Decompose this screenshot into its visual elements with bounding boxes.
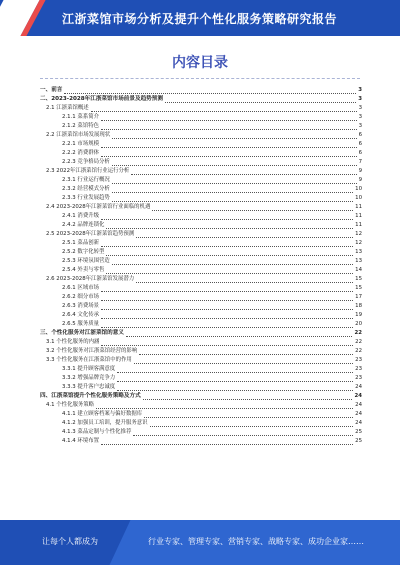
toc-entry-label: 2.2.2 消费群体 <box>62 150 99 156</box>
toc-leader-dots <box>106 249 353 256</box>
toc-entry-page: 22 <box>354 330 362 336</box>
toc-leader-dots <box>101 141 357 148</box>
toc-leader-dots <box>101 114 357 121</box>
toc-entry-page: 23 <box>355 375 362 381</box>
toc-entry[interactable] <box>40 284 362 293</box>
table-of-contents <box>40 86 362 446</box>
toc-entry-page: 15 <box>355 276 362 282</box>
toc-entry-label: 2.3.1 行业运行概况 <box>62 177 110 183</box>
toc-entry-label: 三、个性化服务对江浙菜馆的意义 <box>40 330 124 336</box>
toc-leader-dots <box>112 159 357 166</box>
toc-entry-label: 4.1 个性化服务策略 <box>46 402 95 408</box>
toc-entry-label: 2.1 江浙菜馆概述 <box>46 105 89 111</box>
toc-entry-page: 3 <box>358 123 362 129</box>
toc-leader-dots <box>101 321 353 328</box>
toc-entry-label: 2.6.5 服务质量 <box>62 321 99 327</box>
toc-entry-page: 23 <box>355 366 362 372</box>
toc-entry-label: 3.3.2 增强品牌竞争力 <box>62 375 116 381</box>
toc-entry-label: 2.2.3 竞争格局分析 <box>62 159 110 165</box>
toc-entry-page: 17 <box>355 294 362 300</box>
toc-entry-label: 2.4.1 消费升级 <box>62 213 99 219</box>
toc-entry-page: 15 <box>355 285 362 291</box>
toc-entry[interactable] <box>40 158 362 167</box>
toc-entry-label: 2.4.2 品牌连锁化 <box>62 222 105 228</box>
toc-entry-label: 2.3.3 行业发展趋势 <box>62 195 110 201</box>
toc-entry-page: 6 <box>358 132 362 138</box>
toc-leader-dots <box>117 384 353 391</box>
toc-entry-label: 4.1.1 建立顾客档案与偏好数据库 <box>62 411 143 417</box>
toc-leader-dots <box>91 105 357 112</box>
toc-entry[interactable] <box>40 293 362 302</box>
toc-entry-label: 2.3.2 经营模式分析 <box>62 186 110 192</box>
toc-entry-label: 2.6.4 文化传承 <box>62 312 99 318</box>
toc-entry-page: 3 <box>358 87 362 93</box>
toc-entry[interactable] <box>40 437 362 446</box>
toc-entry-label: 2.5.2 数字化转型 <box>62 249 105 255</box>
toc-entry-label: 3.3 个性化服务在江浙菜馆中的作用 <box>46 357 132 363</box>
toc-entry-page: 11 <box>355 222 362 228</box>
toc-leader-dots <box>144 411 353 418</box>
toc-entry-label: 2.2.1 市场规模 <box>62 141 99 147</box>
toc-entry-page: 3 <box>358 96 362 102</box>
toc-leader-dots <box>112 195 353 202</box>
toc-entry[interactable] <box>40 356 362 365</box>
toc-entry[interactable] <box>40 140 362 149</box>
toc-entry[interactable] <box>40 302 362 311</box>
toc-entry[interactable] <box>40 203 362 212</box>
toc-entry-page: 9 <box>358 177 362 183</box>
toc-entry-label: 3.2 个性化服务对江浙菜馆经营的影响 <box>46 348 138 354</box>
toc-leader-dots <box>96 402 353 409</box>
toc-entry-page: 7 <box>358 159 362 165</box>
toc-entry-label: 4.1.3 菜品定制与个性化推荐 <box>62 429 132 435</box>
toc-entry[interactable] <box>40 212 362 221</box>
toc-entry-label: 4.1.4 环境布置 <box>62 438 99 444</box>
toc-leader-dots <box>134 357 353 364</box>
toc-entry[interactable] <box>40 392 362 401</box>
footer-slogan: 让每个人都成为 <box>42 537 98 546</box>
toc-entry-label: 一、前言 <box>40 87 63 93</box>
toc-entry-page: 25 <box>355 438 362 444</box>
toc-entry[interactable] <box>40 329 362 338</box>
toc-entry-page: 6 <box>358 150 362 156</box>
toc-entry-page: 24 <box>355 384 362 390</box>
toc-leader-dots <box>106 222 353 229</box>
toc-leader-dots <box>143 393 353 400</box>
toc-entry-label: 二、2023-2028年江浙菜馆市场前景及趋势预测 <box>40 96 163 102</box>
toc-entry[interactable] <box>40 365 362 374</box>
toc-leader-dots <box>136 231 353 238</box>
toc-entry-label: 3.1 个性化服务的内涵 <box>46 339 100 345</box>
toc-entry[interactable] <box>40 248 362 257</box>
toc-entry-page: 22 <box>355 348 362 354</box>
toc-leader-dots <box>150 420 354 427</box>
toc-entry-page: 13 <box>355 258 362 264</box>
toc-leader-dots <box>101 285 353 292</box>
toc-leader-dots <box>101 150 357 157</box>
toc-entry-page: 24 <box>355 402 362 408</box>
toc-entry[interactable] <box>40 401 362 410</box>
toc-entry-page: 22 <box>355 339 362 345</box>
toc-entry-label: 2.1.2 菜馆特色 <box>62 123 99 129</box>
toc-entry-page: 10 <box>355 195 362 201</box>
toc-entry-label: 2.5.1 菜品创新 <box>62 240 99 246</box>
toc-entry-label: 2.5 2023-2028年江浙菜馆趋势预测 <box>46 231 135 237</box>
toc-entry-label: 2.3 2022年江浙菜馆行业运行分析 <box>46 168 130 174</box>
toc-entry[interactable] <box>40 149 362 158</box>
toc-entry-page: 13 <box>355 249 362 255</box>
toc-entry-label: 2.6.2 细分市场 <box>62 294 99 300</box>
toc-entry-page: 24 <box>355 411 362 417</box>
toc-entry[interactable] <box>40 374 362 383</box>
toc-entry[interactable] <box>40 419 362 428</box>
toc-leader-dots <box>101 339 353 346</box>
toc-entry[interactable] <box>40 95 362 104</box>
toc-entry[interactable] <box>40 167 362 176</box>
toc-entry-page: 12 <box>355 231 362 237</box>
toc-leader-dots <box>117 375 353 382</box>
toc-entry-label: 2.2 江浙菜馆市场发展现状 <box>46 132 111 138</box>
toc-entry[interactable] <box>40 104 362 113</box>
toc-entry-page: 19 <box>355 312 362 318</box>
toc-entry[interactable] <box>40 410 362 419</box>
report-title: 江浙菜馆市场分析及提升个性化服务策略研究报告 <box>62 12 338 26</box>
toc-entry[interactable] <box>40 185 362 194</box>
toc-entry-label: 2.6.3 消费场景 <box>62 303 99 309</box>
toc-entry[interactable] <box>40 86 362 95</box>
toc-entry[interactable] <box>40 266 362 275</box>
toc-entry[interactable] <box>40 230 362 239</box>
toc-entry-page: 6 <box>358 141 362 147</box>
toc-entry-page: 18 <box>355 303 362 309</box>
toc-leader-dots <box>136 276 353 283</box>
toc-leader-dots <box>112 258 353 265</box>
toc-leader-dots <box>106 267 353 274</box>
toc-leader-dots <box>101 312 353 319</box>
toc-leader-dots <box>101 438 353 445</box>
toc-entry[interactable] <box>40 347 362 356</box>
toc-leader-dots <box>133 429 353 436</box>
toc-entry[interactable] <box>40 383 362 392</box>
toc-entry-page: 10 <box>355 186 362 192</box>
toc-leader-dots <box>165 96 356 103</box>
toc-leader-dots <box>139 348 353 355</box>
toc-entry-page: 3 <box>358 105 362 111</box>
toc-entry[interactable] <box>40 194 362 203</box>
toc-entry-page: 11 <box>355 213 362 219</box>
toc-leader-dots <box>101 240 353 247</box>
toc-entry[interactable] <box>40 338 362 347</box>
toc-entry-page: 23 <box>355 357 362 363</box>
toc-entry[interactable] <box>40 257 362 266</box>
toc-entry-label: 2.5.3 环境氛围营造 <box>62 258 110 264</box>
toc-entry-page: 9 <box>358 168 362 174</box>
toc-leader-dots <box>152 204 353 211</box>
toc-entry-label: 2.6 2023-2028年江浙菜馆发展潜力 <box>46 276 135 282</box>
toc-entry[interactable] <box>40 221 362 230</box>
toc-leader-dots <box>101 213 353 220</box>
footer-roles: 行业专家、管理专家、营销专家、战略专家、成功企业家…… <box>148 537 364 546</box>
toc-entry-page: 24 <box>355 420 362 426</box>
toc-leader-dots <box>101 123 357 130</box>
toc-entry[interactable] <box>40 320 362 329</box>
toc-entry[interactable] <box>40 311 362 320</box>
toc-leader-dots <box>64 87 356 94</box>
toc-entry-page: 25 <box>355 429 362 435</box>
toc-entry-label: 4.1.2 加强员工培训，提升服务意识 <box>62 420 148 426</box>
footer-banner <box>0 520 400 565</box>
toc-divider <box>40 78 360 79</box>
toc-leader-dots <box>112 132 356 139</box>
toc-entry[interactable] <box>40 113 362 122</box>
toc-entry-label: 2.4 2023-2028年江浙菜馆行业面临的机遇 <box>46 204 151 210</box>
toc-entry-label: 2.5.4 外卖与零售 <box>62 267 105 273</box>
toc-entry-label: 四、江浙菜馆提升个性化服务策略及方式 <box>40 393 141 399</box>
toc-leader-dots <box>131 168 356 175</box>
toc-entry-label: 2.1.1 菜系简介 <box>62 114 99 120</box>
toc-leader-dots <box>117 366 353 373</box>
toc-entry-label: 3.3.3 提升客户忠诚度 <box>62 384 116 390</box>
header-banner <box>0 0 400 36</box>
toc-entry-page: 20 <box>355 321 362 327</box>
toc-leader-dots <box>101 294 353 301</box>
toc-leader-dots <box>112 186 353 193</box>
toc-entry[interactable] <box>40 428 362 437</box>
toc-leader-dots <box>126 330 353 337</box>
toc-leader-dots <box>112 177 357 184</box>
toc-entry[interactable] <box>40 275 362 284</box>
toc-entry-page: 14 <box>355 267 362 273</box>
toc-entry-page: 3 <box>358 114 362 120</box>
toc-entry[interactable] <box>40 176 362 185</box>
toc-entry-label: 2.6.1 区域市场 <box>62 285 99 291</box>
toc-heading: 内容目录 <box>172 55 228 71</box>
toc-entry-page: 11 <box>355 204 362 210</box>
toc-entry-page: 12 <box>355 240 362 246</box>
toc-leader-dots <box>101 303 353 310</box>
toc-entry[interactable] <box>40 131 362 140</box>
toc-entry[interactable] <box>40 239 362 248</box>
toc-entry-label: 3.3.1 提升顾客满意度 <box>62 366 116 372</box>
toc-entry[interactable] <box>40 122 362 131</box>
toc-entry-page: 24 <box>354 393 362 399</box>
